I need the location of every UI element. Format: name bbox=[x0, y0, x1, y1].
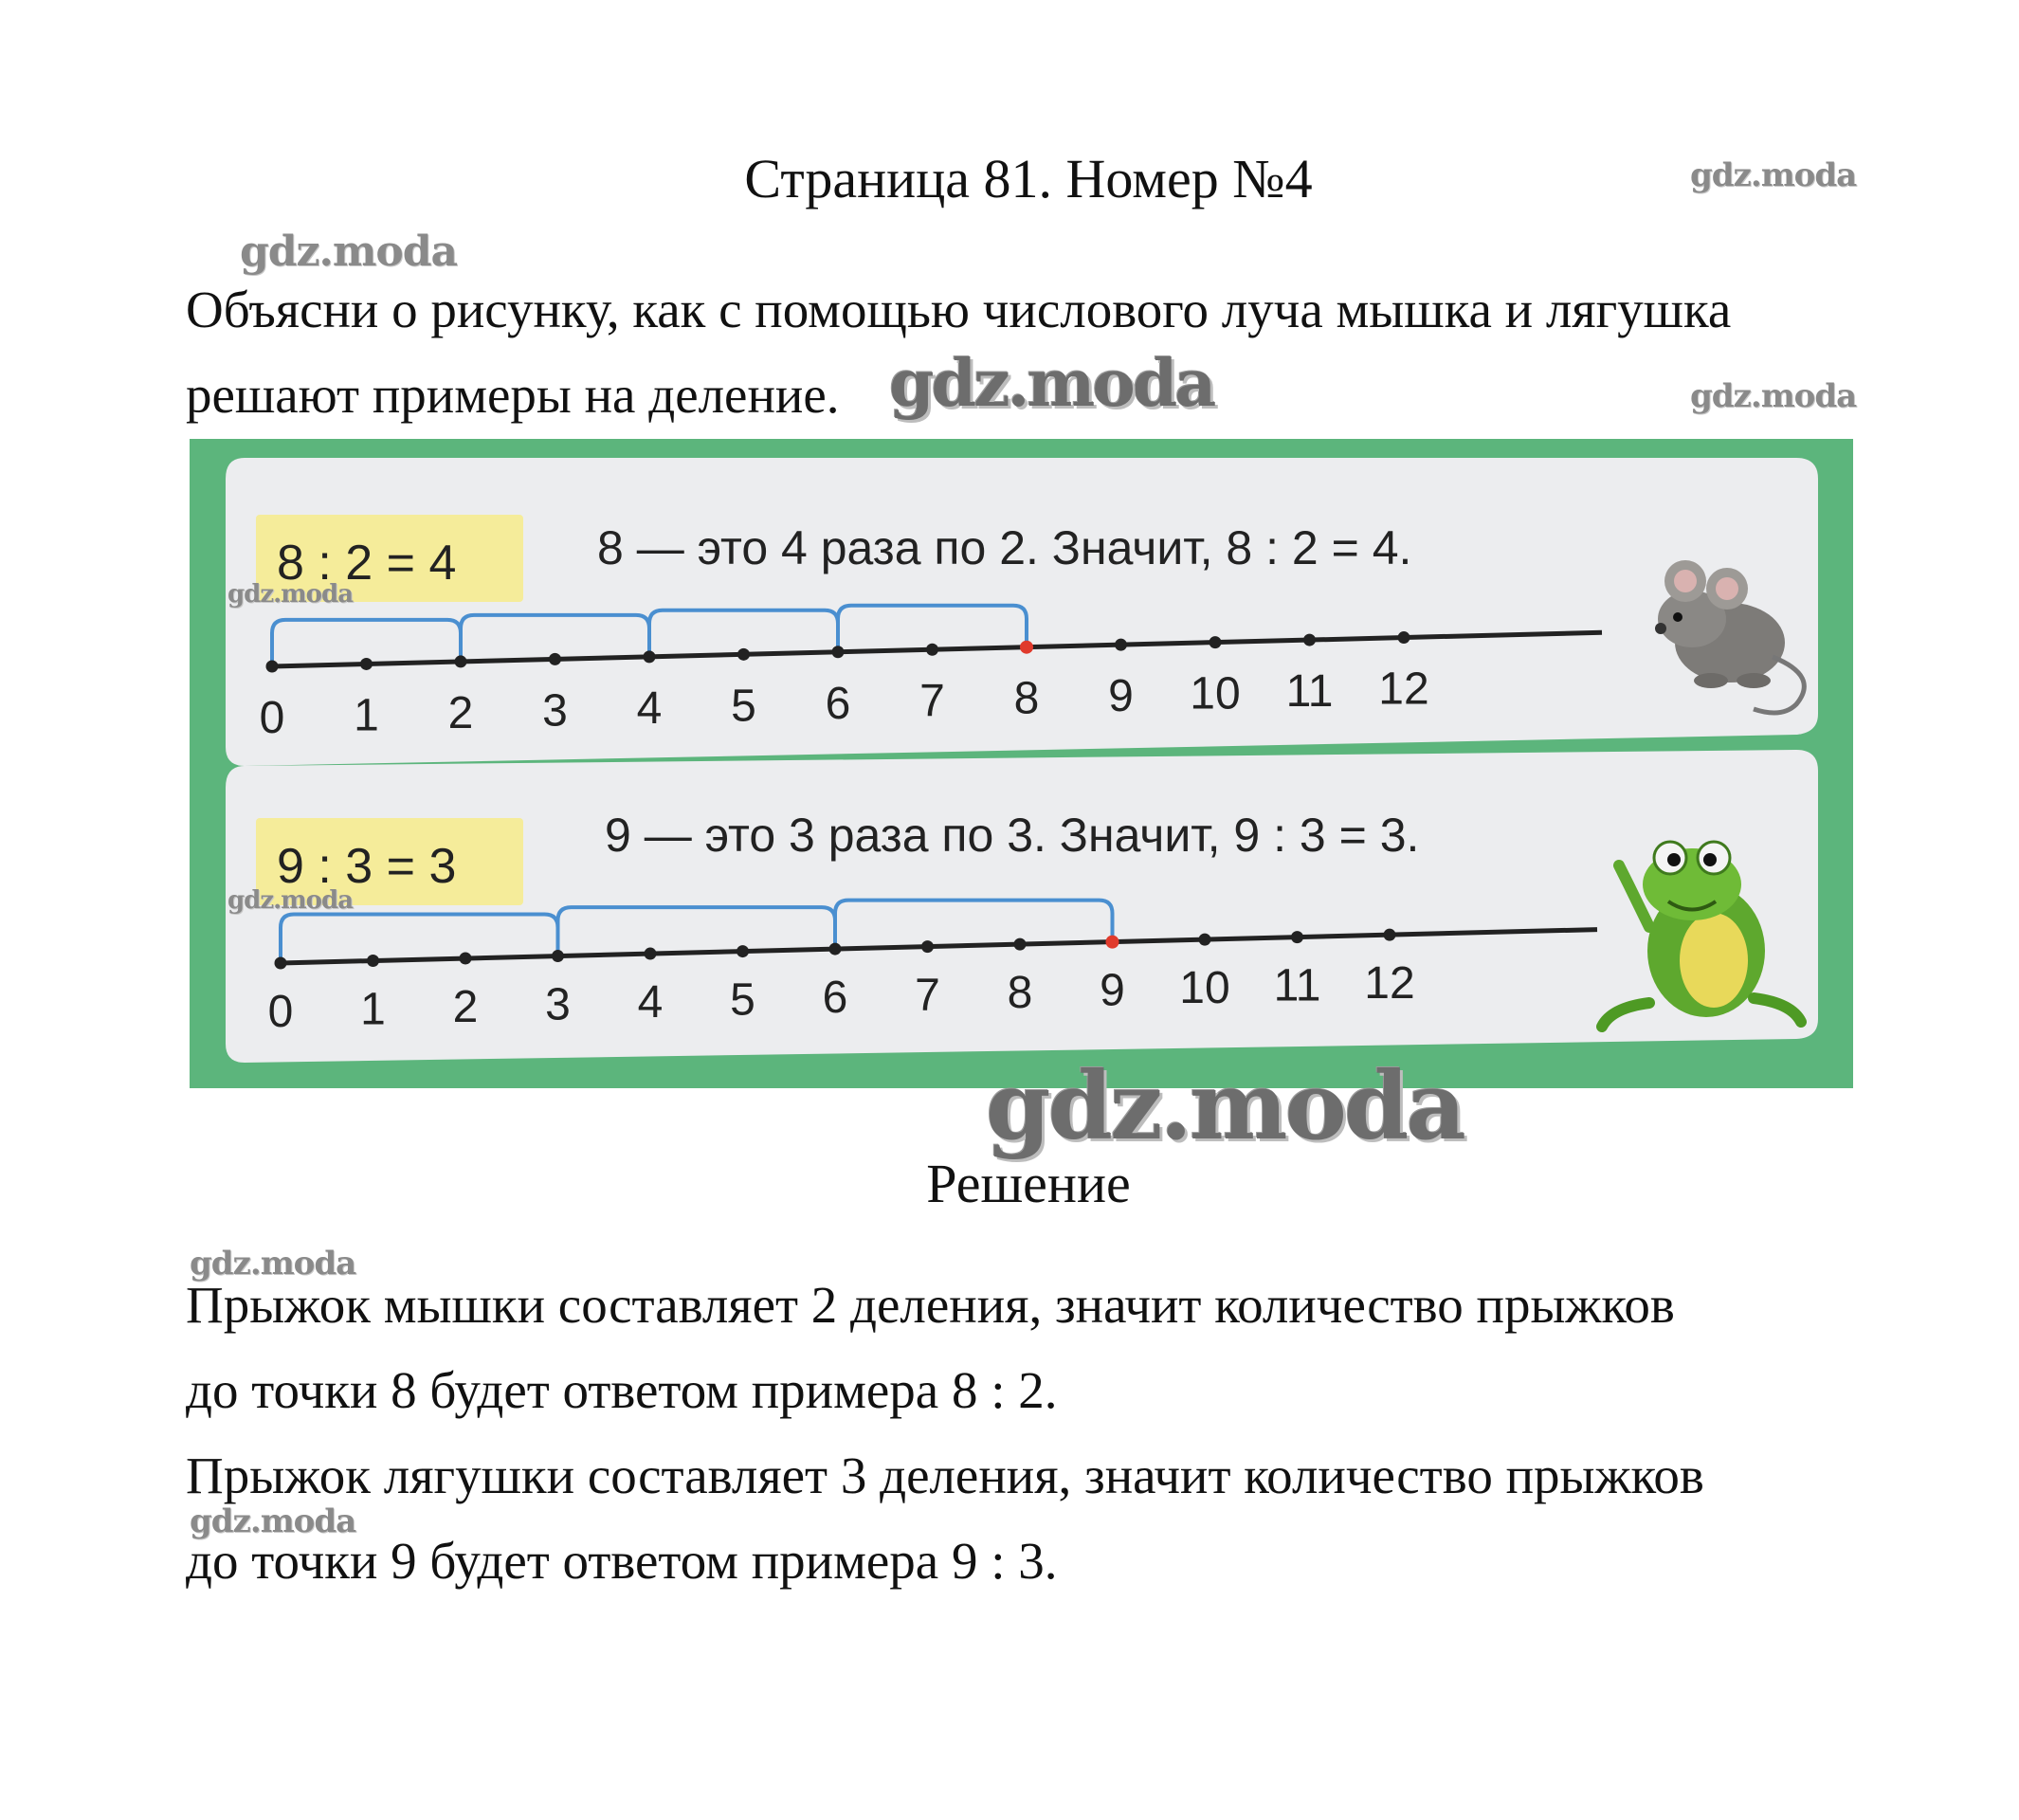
ray-tick bbox=[552, 950, 564, 962]
tick-label: 3 bbox=[545, 979, 571, 1030]
watermark: gdz.moda bbox=[190, 1245, 356, 1283]
watermark: gdz.moda bbox=[190, 1502, 356, 1540]
tick-label: 7 bbox=[919, 676, 945, 727]
solution-line-4: до точки 9 будет ответом примера 9 : 3. bbox=[186, 1532, 1058, 1590]
solution-line-3: Прыжок лягушки составляет 3 деления, значит количество прыжков bbox=[186, 1447, 1704, 1504]
tick-label: 1 bbox=[354, 690, 379, 741]
target-point bbox=[1106, 936, 1119, 949]
ray-tick bbox=[644, 650, 656, 663]
ray-tick bbox=[460, 953, 472, 965]
tick-label: 2 bbox=[447, 687, 474, 738]
tick-label: 9 bbox=[1100, 965, 1125, 1016]
ray-tick bbox=[1303, 634, 1316, 646]
tick-label: 9 bbox=[1108, 671, 1134, 722]
ray-tick bbox=[275, 957, 287, 970]
ray-tick bbox=[360, 658, 373, 670]
tick-label: 11 bbox=[1285, 666, 1334, 718]
ray-tick bbox=[549, 653, 561, 665]
tick-label: 1 bbox=[360, 984, 386, 1035]
tick-label: 6 bbox=[825, 678, 851, 729]
tick-label: 10 bbox=[1190, 668, 1241, 719]
equation-label: 8 : 2 = 4 bbox=[277, 536, 457, 591]
tick-label: 8 bbox=[1007, 968, 1033, 1019]
ray-tick bbox=[266, 661, 279, 673]
tick-label: 0 bbox=[267, 987, 294, 1037]
ray-tick bbox=[921, 940, 934, 953]
ray-tick bbox=[645, 948, 657, 960]
solution-title: Решение bbox=[926, 1153, 1131, 1214]
ray-tick bbox=[832, 646, 845, 658]
ray-tick bbox=[1014, 938, 1027, 951]
page-title: Страница 81. Номер №4 bbox=[744, 148, 1313, 209]
statement-text: 9 — это 3 раза по 3. Значит, 9 : 3 = 3. bbox=[605, 809, 1420, 862]
task-line-1: Объясни о рисунку, как с помощью числового луча мышка и лягушка bbox=[186, 281, 1732, 338]
solution-line-1: Прыжок мышки составляет 2 деления, значит количество прыжков bbox=[186, 1276, 1675, 1334]
tick-label: 11 bbox=[1273, 960, 1321, 1011]
watermark: gdz.moda bbox=[1690, 156, 1857, 194]
number-ray-illustration bbox=[190, 439, 1853, 1088]
ray-tick bbox=[1199, 934, 1211, 946]
tick-label: 4 bbox=[636, 682, 663, 734]
tick-label: 12 bbox=[1364, 958, 1415, 1010]
ray-tick bbox=[455, 655, 467, 667]
task-line-2: решают примеры на деление. bbox=[186, 366, 840, 424]
ray-tick bbox=[1210, 636, 1222, 648]
tick-label: 5 bbox=[731, 681, 756, 732]
ray-tick bbox=[1398, 631, 1410, 644]
tick-label: 10 bbox=[1179, 963, 1230, 1014]
ray-tick bbox=[737, 945, 749, 957]
ray-tick bbox=[829, 943, 842, 956]
ray-tick bbox=[1384, 929, 1396, 941]
number-ray-figure bbox=[190, 439, 1853, 1088]
tick-label: 8 bbox=[1013, 673, 1040, 724]
tick-label: 3 bbox=[542, 685, 568, 737]
ray-tick bbox=[1291, 931, 1303, 943]
tick-label: 4 bbox=[637, 977, 664, 1028]
tick-label: 0 bbox=[259, 693, 285, 743]
target-point bbox=[1020, 641, 1033, 654]
watermark: gdz.moda bbox=[227, 580, 354, 609]
ray-tick bbox=[737, 648, 750, 661]
ray-tick bbox=[1115, 639, 1127, 651]
tick-label: 5 bbox=[730, 974, 755, 1026]
ray-tick bbox=[926, 644, 938, 656]
equation-label: 9 : 3 = 3 bbox=[277, 839, 457, 894]
tick-label: 7 bbox=[915, 970, 940, 1021]
watermark: gdz.moda bbox=[889, 346, 1214, 422]
solution-line-2: до точки 8 будет ответом примера 8 : 2. bbox=[186, 1361, 1058, 1419]
tick-label: 12 bbox=[1378, 664, 1429, 715]
ray-tick bbox=[367, 955, 379, 967]
watermark: gdz.moda bbox=[240, 228, 458, 276]
statement-text: 8 — это 4 раза по 2. Значит, 8 : 2 = 4. bbox=[597, 521, 1412, 574]
watermark: gdz.moda bbox=[1690, 377, 1857, 415]
watermark: gdz.moda bbox=[986, 1052, 1464, 1161]
tick-label: 6 bbox=[822, 973, 848, 1024]
tick-label: 2 bbox=[452, 982, 479, 1033]
watermark: gdz.moda bbox=[227, 886, 354, 915]
